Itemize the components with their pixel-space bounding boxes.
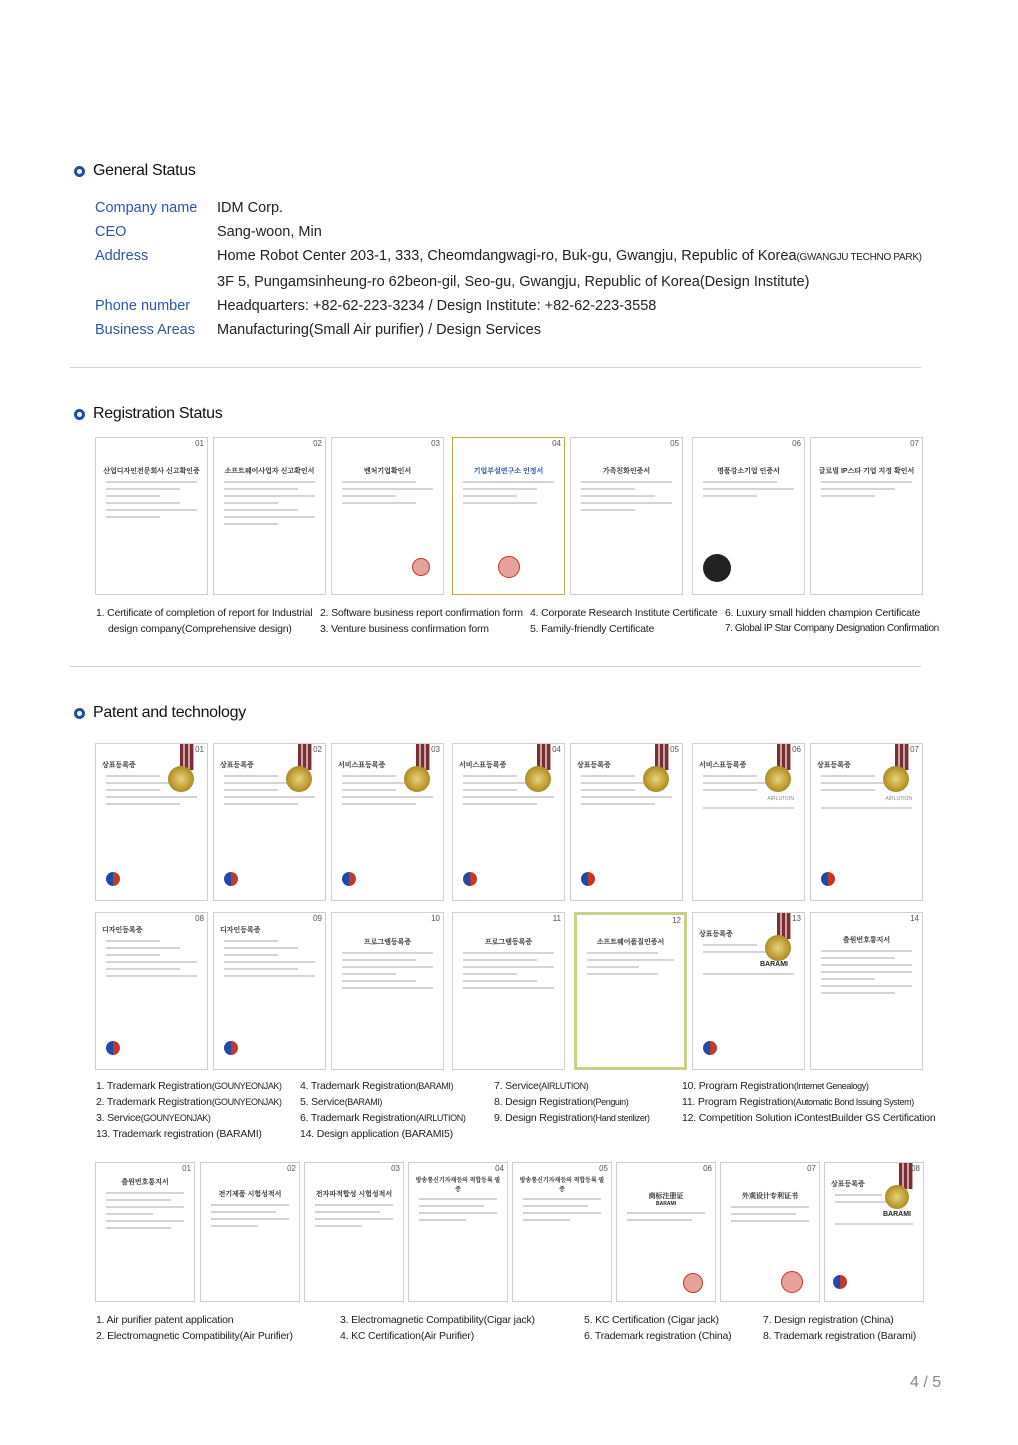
third-caption: 5. KC Certification (Cigar jack) 6. Trademark registration (China)	[584, 1314, 732, 1342]
circle-bullet-icon	[74, 166, 85, 177]
certificate-image: 07 글로벌 IP스타 기업 지정 확인서	[810, 437, 923, 595]
patent-caption: 10. Program Registration(Internet Genealogy) 11. Program Registration(Automatic Bond Issuing System) 12. Competition Solution iContestBuilder GS Certification	[682, 1080, 936, 1124]
certificate-image: 07 外观设计专利证书	[720, 1162, 820, 1302]
info-row: CEO Sang-woon, Min	[95, 224, 322, 240]
certificate-image: 01 상표등록증	[95, 743, 208, 901]
info-row: Address Home Robot Center 203-1, 333, Cheomdangwagi-ro, Buk-gu, Gwangju, Republic of Korea(GWANGJU TECHNO PARK)	[95, 248, 922, 264]
divider	[70, 666, 921, 667]
certificate-image: 14 출원번호통지서	[810, 912, 923, 1070]
certificate-image: 04 기업부설연구소 인정서	[452, 437, 565, 595]
info-row: 3F 5, Pungamsinheung-ro 62beon-gil, Seo-gu, Gwangju, Republic of Korea(Design Institute)	[217, 274, 810, 290]
registration-caption: 4. Corporate Research Institute Certificate 5. Family-friendly Certificate	[530, 607, 718, 635]
certificate-image: 03 벤처기업확인서	[331, 437, 444, 595]
certificate-image: 09 디자인등록증	[213, 912, 326, 1070]
certificate-image: 07 상표등록증 AIRLUTION	[810, 743, 923, 901]
certificate-image: 06 商标注册证 BARAMI	[616, 1162, 716, 1302]
certificate-image: 02 전기제품 시험성적서	[200, 1162, 300, 1302]
certificate-image: 05 방송통신기자재등의 적합등록 필증	[512, 1162, 612, 1302]
patent-caption: 7. Service(AIRLUTION) 8. Design Registration(Penguin) 9. Design Registration(Hand sterilizer)	[494, 1080, 650, 1124]
third-caption: 3. Electromagnetic Compatibility(Cigar jack) 4. KC Certification(Air Purifier)	[340, 1314, 535, 1342]
certificate-image: 01 산업디자인전문회사 신고확인증	[95, 437, 208, 595]
certificate-image: 06 서비스표등록증 AIRLUTION	[692, 743, 805, 901]
certificate-image: 05 가족친화인증서	[570, 437, 683, 595]
certificate-image: 03 서비스표등록증	[331, 743, 444, 901]
page-number: 4 / 5	[910, 1374, 942, 1391]
certificate-image: 03 전자파적합성 시험성적서	[304, 1162, 404, 1302]
certificate-image: 06 명품강소기업 인증서	[692, 437, 805, 595]
certificate-image: 08 상표등록증 BARAMI	[824, 1162, 924, 1302]
certificate-image: 08 디자인등록증	[95, 912, 208, 1070]
certificate-image: 02 상표등록증	[213, 743, 326, 901]
third-caption: 7. Design registration (China) 8. Trademark registration (Barami)	[763, 1314, 917, 1342]
general-info-table	[95, 196, 922, 342]
circle-bullet-icon	[74, 409, 85, 420]
section-patent-title: Patent and technology	[74, 704, 246, 722]
divider	[70, 367, 921, 368]
certificate-image: 02 소프트웨어사업자 신고확인서	[213, 437, 326, 595]
certificate-image: 11 프로그램등록증	[452, 912, 565, 1070]
patent-caption: 1. Trademark Registration(GOUNYEONJAK) 2. Trademark Registration(GOUNYEONJAK) 3. Service(GOUNYEONJAK) 13. Trademark registration (BARAMI)	[96, 1080, 282, 1140]
certificate-image: 12 소프트웨어품질인증서	[574, 912, 687, 1070]
info-row: Company name IDM Corp.	[95, 200, 284, 216]
certificate-image: 01 출원번호통지서	[95, 1162, 195, 1302]
info-row: Business Areas Manufacturing(Small Air purifier) / Design Services	[95, 322, 541, 338]
certificate-image: 10 프로그램등록증	[331, 912, 444, 1070]
patent-caption: 4. Trademark Registration(BARAMI) 5. Service(BARAMI) 6. Trademark Registration(AIRLUTION) 14. Design application (BARAMI5)	[300, 1080, 466, 1140]
certificate-image: 04 서비스표등록증	[452, 743, 565, 901]
certificate-image: 05 상표등록증	[570, 743, 683, 901]
circle-bullet-icon	[74, 708, 85, 719]
certificate-image: 13 상표등록증 BARAMI	[692, 912, 805, 1070]
registration-caption: 1. Certificate of completion of report for Industrial design company(Comprehensive design)	[96, 607, 313, 635]
certificate-image: 04 방송통신기자재등의 적합등록 필증	[408, 1162, 508, 1302]
info-row: Phone number Headquarters: +82-62-223-3234 / Design Institute: +82-62-223-3558	[95, 298, 657, 314]
third-caption: 1. Air purifier patent application 2. Electromagnetic Compatibility(Air Purifier)	[96, 1314, 293, 1342]
registration-caption: 6. Luxury small hidden champion Certificate 7. Global IP Star Company Designation Confirmation	[725, 607, 939, 634]
section-general-title: General Status	[74, 162, 196, 180]
section-registration-title: Registration Status	[74, 405, 222, 423]
registration-caption: 2. Software business report confirmation form 3. Venture business confirmation form	[320, 607, 523, 635]
